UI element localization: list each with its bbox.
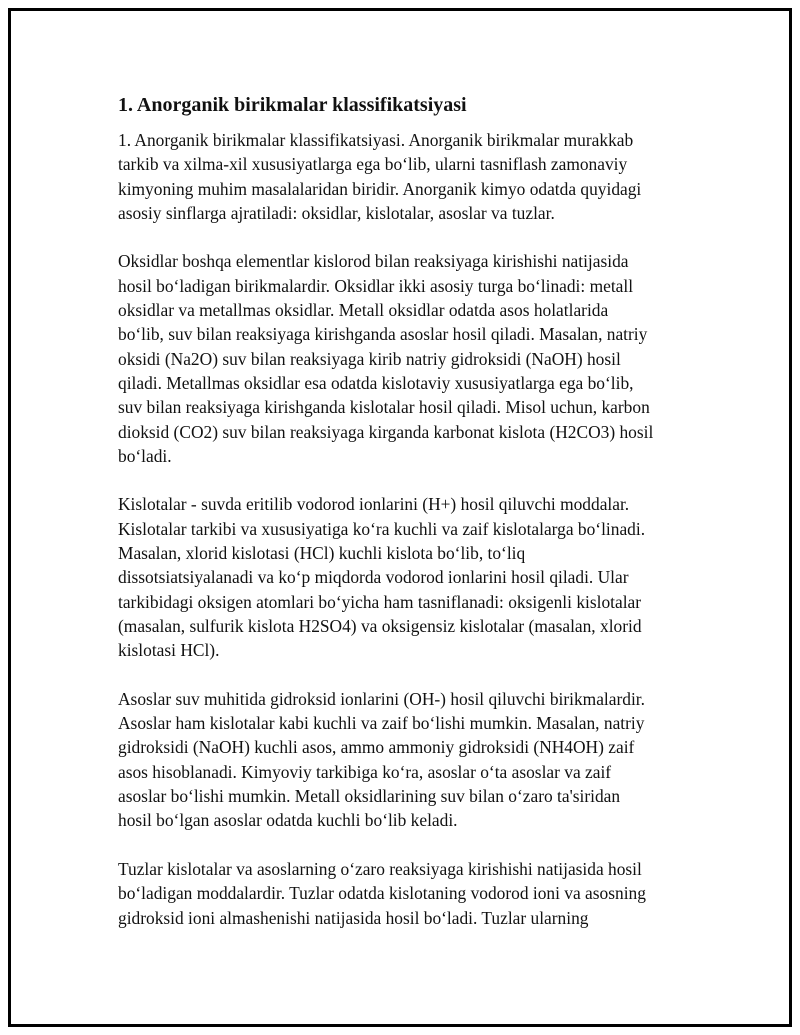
- text-line: hosil bo‘lgan asoslar odatda kuchli bo‘lib keladi.: [118, 810, 458, 831]
- text-line: asosiy sinflarga ajratiladi: oksidlar, kislotalar, asoslar va tuzlar.: [118, 202, 555, 223]
- paragraph-salts: [118, 857, 688, 930]
- text-line: kislotasi HCl).: [118, 640, 220, 661]
- text-line: oksidlar va metallmas oksidlar. Metall oksidlar odatda asos holatlarida: [118, 300, 609, 321]
- text-line: Oksidlar boshqa elementlar kislorod bilan reaksiyaga kirishishi natijasida: [118, 251, 629, 272]
- document-body: [118, 92, 688, 954]
- text-line: qiladi. Metallmas oksidlar esa odatda kislotaviy xususiyatlarga ega bo‘lib,: [118, 372, 634, 393]
- text-line: Masalan, xlorid kislotasi (HCl) kuchli kislota bo‘lib, to‘liq: [118, 543, 526, 564]
- paragraph-bases: [118, 687, 688, 833]
- paragraph-oxides: [118, 249, 688, 468]
- text-line: asos hisoblanadi. Kimyoviy tarkibiga ko‘ra, asoslar o‘ta asoslar va zaif: [118, 761, 612, 782]
- text-line: Kislotalar tarkibi va xususiyatiga ko‘ra kuchli va zaif kislotalarga bo‘linadi.: [118, 518, 646, 539]
- text-line: gidroksidi (NaOH) kuchli asos, ammo ammoniy gidroksidi (NH4OH) zaif: [118, 737, 635, 758]
- text-line: Asoslar suv muhitida gidroksid ionlarini (OH-) hosil qiluvchi birikmalardir.: [118, 688, 645, 709]
- text-line: bo‘ladigan moddalardir. Tuzlar odatda kislotaning vodorod ioni va asosning: [118, 883, 646, 904]
- text-line: suv bilan reaksiyaga kirishganda kislotalar hosil qiladi. Misol uchun, karbon: [118, 397, 650, 418]
- text-line: gidroksid ioni almashenishi natijasida hosil bo‘ladi. Tuzlar ularning: [118, 907, 589, 928]
- text-line: kimyoning muhim masalalaridan biridir. Anorganik kimyo odatda quyidagi: [118, 178, 642, 199]
- paragraph-acids: [118, 492, 688, 662]
- text-line: hosil bo‘ladigan birikmalardir. Oksidlar ikki asosiy turga bo‘linadi: metall: [118, 275, 634, 296]
- section-heading: 1. Anorganik birikmalar klassifikatsiyasi: [118, 94, 467, 116]
- text-line: Asoslar ham kislotalar kabi kuchli va zaif bo‘lishi mumkin. Masalan, natriy: [118, 713, 645, 734]
- paragraph-intro: [118, 128, 688, 225]
- text-line: asoslar bo‘lishi mumkin. Metall oksidlarining suv bilan o‘zaro ta'siridan: [118, 786, 621, 807]
- text-line: (masalan, sulfurik kislota H2SO4) va oksigensiz kislotalar (masalan, xlorid: [118, 615, 642, 636]
- text-line: tarkib va xilma-xil xususiyatlarga ega bo‘lib, ularni tasniflash zamonaviy: [118, 154, 628, 175]
- text-line: Tuzlar kislotalar va asoslarning o‘zaro reaksiyaga kirishishi natijasida hosil: [118, 858, 642, 879]
- text-line: dissotsiatsiyalanadi va ko‘p miqdorda vodorod ionlarini hosil qiladi. Ular: [118, 567, 629, 588]
- text-line: tarkibidagi oksigen atomlari bo‘yicha ham tasniflanadi: oksigenli kislotalar: [118, 591, 642, 612]
- text-line: 1. Anorganik birikmalar klassifikatsiyasi. Anorganik birikmalar murakkab: [118, 130, 634, 150]
- text-line: oksidi (Na2O) suv bilan reaksiyaga kirib natriy gidroksidi (NaOH) hosil: [118, 348, 621, 369]
- text-line: Kislotalar - suvda eritilib vodorod ionlarini (H+) hosil qiluvchi moddalar.: [118, 494, 630, 515]
- text-line: dioksid (CO2) suv bilan reaksiyaga kirganda karbonat kislota (H2CO3) hosil: [118, 421, 654, 442]
- text-line: bo‘lib, suv bilan reaksiyaga kirishganda asoslar hosil qiladi. Masalan, natriy: [118, 324, 648, 345]
- text-line: bo‘ladi.: [118, 445, 172, 466]
